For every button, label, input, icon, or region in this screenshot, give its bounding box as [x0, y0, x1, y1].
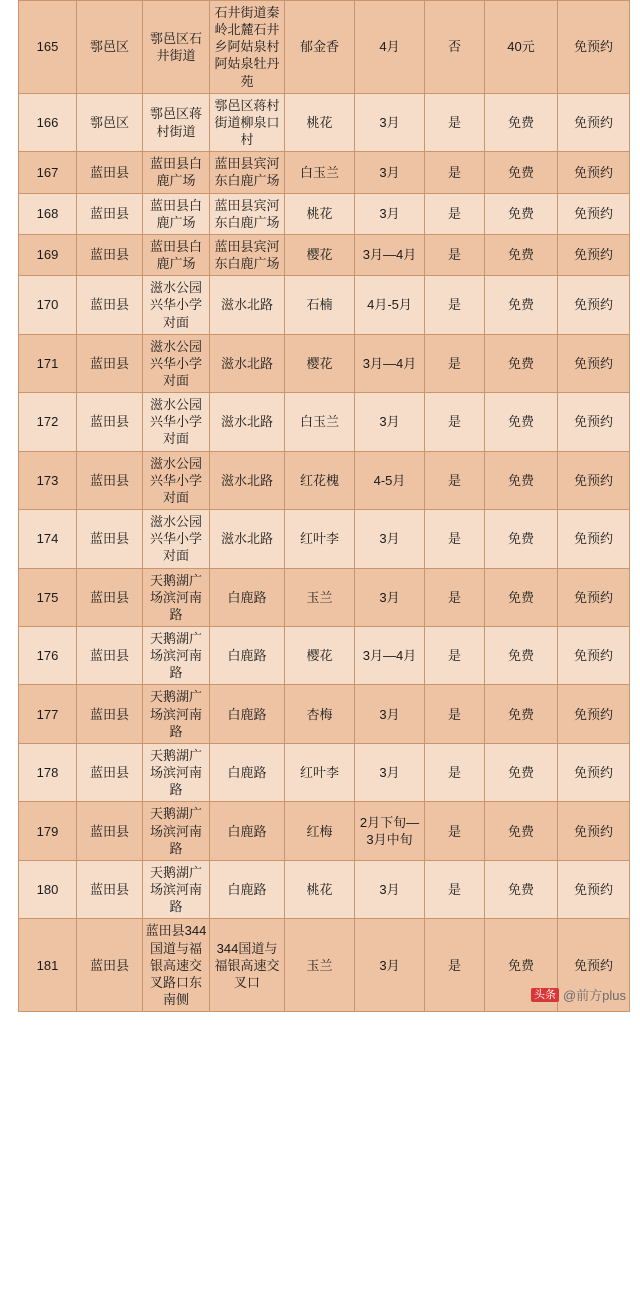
- cell-place: 滋水公园兴华小学对面: [143, 276, 210, 334]
- table-row: [19, 802, 630, 860]
- cell-flower: 桃花: [285, 93, 355, 151]
- cell-flower: 白玉兰: [285, 152, 355, 193]
- table-body: [19, 1, 630, 1012]
- cell-season: 4-5月: [355, 451, 425, 509]
- cell-price: 免费: [485, 93, 558, 151]
- cell-reserve: 免预约: [558, 276, 630, 334]
- cell-free: 是: [425, 152, 485, 193]
- cell-free: 是: [425, 334, 485, 392]
- cell-flower: 郁金香: [285, 1, 355, 94]
- cell-reserve: 免预约: [558, 743, 630, 801]
- cell-index: 175: [19, 568, 77, 626]
- table-row: [19, 568, 630, 626]
- cell-address: 滋水北路: [210, 276, 285, 334]
- cell-place: 天鹅湖广场滨河南路: [143, 568, 210, 626]
- cell-address: 滋水北路: [210, 393, 285, 451]
- cell-season: 3月: [355, 685, 425, 743]
- cell-price: 免费: [485, 393, 558, 451]
- cell-place: 滋水公园兴华小学对面: [143, 451, 210, 509]
- cell-price: 免费: [485, 627, 558, 685]
- cell-index: 178: [19, 743, 77, 801]
- cell-price: 免费: [485, 919, 558, 1012]
- cell-price: 免费: [485, 451, 558, 509]
- cell-index: 167: [19, 152, 77, 193]
- cell-index: 171: [19, 334, 77, 392]
- cell-address: 白鹿路: [210, 743, 285, 801]
- cell-reserve: 免预约: [558, 568, 630, 626]
- cell-free: 是: [425, 193, 485, 234]
- table-row: [19, 276, 630, 334]
- cell-place: 滋水公园兴华小学对面: [143, 393, 210, 451]
- cell-address: 蓝田县宾河东白鹿广场: [210, 234, 285, 275]
- cell-reserve: 免预约: [558, 93, 630, 151]
- cell-free: 是: [425, 234, 485, 275]
- cell-index: 177: [19, 685, 77, 743]
- cell-season: 3月—4月: [355, 234, 425, 275]
- table-row: [19, 510, 630, 568]
- cell-season: 2月下旬—3月中旬: [355, 802, 425, 860]
- cell-district: 蓝田县: [77, 919, 143, 1012]
- cell-price: 免费: [485, 234, 558, 275]
- cell-district: 蓝田县: [77, 627, 143, 685]
- cell-free: 否: [425, 1, 485, 94]
- cell-flower: 红叶李: [285, 510, 355, 568]
- cell-place: 蓝田县白鹿广场: [143, 193, 210, 234]
- cell-index: 170: [19, 276, 77, 334]
- cell-season: 3月: [355, 860, 425, 918]
- cell-address: 白鹿路: [210, 685, 285, 743]
- table-row: [19, 393, 630, 451]
- cell-price: 免费: [485, 334, 558, 392]
- cell-address: 蓝田县宾河东白鹿广场: [210, 152, 285, 193]
- cell-reserve: 免预约: [558, 919, 630, 1012]
- cell-address: 白鹿路: [210, 568, 285, 626]
- cell-address: 白鹿路: [210, 802, 285, 860]
- cell-place: 天鹅湖广场滨河南路: [143, 627, 210, 685]
- toutiao-badge-icon: 头条: [531, 988, 559, 1002]
- cell-index: 169: [19, 234, 77, 275]
- cell-reserve: 免预约: [558, 627, 630, 685]
- cell-flower: 玉兰: [285, 568, 355, 626]
- cell-flower: 樱花: [285, 234, 355, 275]
- cell-flower: 桃花: [285, 860, 355, 918]
- cell-address: 滋水北路: [210, 334, 285, 392]
- cell-season: 4月: [355, 1, 425, 94]
- cell-district: 蓝田县: [77, 510, 143, 568]
- cell-address: 石井街道秦岭北麓石井乡阿姑泉村阿姑泉牡丹苑: [210, 1, 285, 94]
- cell-district: 蓝田县: [77, 802, 143, 860]
- cell-address: 白鹿路: [210, 860, 285, 918]
- cell-index: 176: [19, 627, 77, 685]
- cell-place: 蓝田县344国道与福银高速交叉路口东南侧: [143, 919, 210, 1012]
- cell-district: 蓝田县: [77, 234, 143, 275]
- cell-season: 3月: [355, 193, 425, 234]
- cell-reserve: 免预约: [558, 860, 630, 918]
- cell-reserve: 免预约: [558, 451, 630, 509]
- table-row: [19, 685, 630, 743]
- cell-price: 免费: [485, 860, 558, 918]
- cell-index: 173: [19, 451, 77, 509]
- cell-free: 是: [425, 451, 485, 509]
- cell-district: 蓝田县: [77, 685, 143, 743]
- cell-district: 蓝田县: [77, 152, 143, 193]
- cell-district: 蓝田县: [77, 568, 143, 626]
- cell-free: 是: [425, 919, 485, 1012]
- table-row: [19, 860, 630, 918]
- cell-place: 蓝田县白鹿广场: [143, 152, 210, 193]
- cell-flower: 石楠: [285, 276, 355, 334]
- cell-reserve: 免预约: [558, 234, 630, 275]
- cell-price: 免费: [485, 276, 558, 334]
- cell-index: 179: [19, 802, 77, 860]
- flower-viewing-table: [18, 0, 630, 1012]
- cell-place: 鄠邑区石井街道: [143, 1, 210, 94]
- watermark-text: @前方plus: [562, 988, 626, 1004]
- cell-flower: 玉兰: [285, 919, 355, 1012]
- cell-address: 蓝田县宾河东白鹿广场: [210, 193, 285, 234]
- cell-address: 344国道与福银高速交叉口: [210, 919, 285, 1012]
- watermark: [531, 985, 626, 1004]
- cell-flower: 白玉兰: [285, 393, 355, 451]
- cell-price: 免费: [485, 685, 558, 743]
- cell-season: 4月-5月: [355, 276, 425, 334]
- table-row: [19, 743, 630, 801]
- cell-free: 是: [425, 743, 485, 801]
- cell-district: 蓝田县: [77, 451, 143, 509]
- cell-price: 免费: [485, 568, 558, 626]
- cell-free: 是: [425, 393, 485, 451]
- cell-place: 天鹅湖广场滨河南路: [143, 860, 210, 918]
- cell-index: 172: [19, 393, 77, 451]
- cell-season: 3月: [355, 568, 425, 626]
- cell-index: 166: [19, 93, 77, 151]
- table-row: [19, 1, 630, 94]
- cell-free: 是: [425, 860, 485, 918]
- table-row: [19, 627, 630, 685]
- cell-index: 165: [19, 1, 77, 94]
- cell-season: 3月: [355, 152, 425, 193]
- cell-free: 是: [425, 802, 485, 860]
- cell-season: 3月: [355, 510, 425, 568]
- cell-free: 是: [425, 568, 485, 626]
- cell-place: 鄠邑区蒋村街道: [143, 93, 210, 151]
- cell-district: 鄠邑区: [77, 1, 143, 94]
- cell-free: 是: [425, 627, 485, 685]
- cell-district: 鄠邑区: [77, 93, 143, 151]
- cell-season: 3月: [355, 93, 425, 151]
- cell-season: 3月—4月: [355, 627, 425, 685]
- cell-flower: 红花槐: [285, 451, 355, 509]
- cell-price: 免费: [485, 510, 558, 568]
- cell-address: 鄠邑区蒋村街道柳泉口村: [210, 93, 285, 151]
- cell-reserve: 免预约: [558, 1, 630, 94]
- table-row: [19, 451, 630, 509]
- cell-flower: 樱花: [285, 334, 355, 392]
- cell-price: 免费: [485, 802, 558, 860]
- cell-address: 滋水北路: [210, 510, 285, 568]
- cell-flower: 红叶李: [285, 743, 355, 801]
- table-row: [19, 234, 630, 275]
- cell-place: 天鹅湖广场滨河南路: [143, 802, 210, 860]
- cell-place: 滋水公园兴华小学对面: [143, 510, 210, 568]
- cell-address: 滋水北路: [210, 451, 285, 509]
- cell-reserve: 免预约: [558, 510, 630, 568]
- cell-district: 蓝田县: [77, 193, 143, 234]
- table-row: [19, 334, 630, 392]
- cell-season: 3月: [355, 919, 425, 1012]
- table-row: [19, 93, 630, 151]
- cell-flower: 红梅: [285, 802, 355, 860]
- cell-price: 40元: [485, 1, 558, 94]
- cell-place: 天鹅湖广场滨河南路: [143, 743, 210, 801]
- cell-flower: 杏梅: [285, 685, 355, 743]
- table-row: [19, 152, 630, 193]
- cell-place: 蓝田县白鹿广场: [143, 234, 210, 275]
- cell-reserve: 免预约: [558, 334, 630, 392]
- cell-free: 是: [425, 93, 485, 151]
- cell-reserve: 免预约: [558, 152, 630, 193]
- cell-index: 174: [19, 510, 77, 568]
- cell-district: 蓝田县: [77, 860, 143, 918]
- cell-district: 蓝田县: [77, 743, 143, 801]
- cell-index: 181: [19, 919, 77, 1012]
- cell-reserve: 免预约: [558, 685, 630, 743]
- cell-place: 滋水公园兴华小学对面: [143, 334, 210, 392]
- cell-season: 3月: [355, 393, 425, 451]
- cell-place: 天鹅湖广场滨河南路: [143, 685, 210, 743]
- cell-free: 是: [425, 276, 485, 334]
- cell-price: 免费: [485, 193, 558, 234]
- cell-price: 免费: [485, 743, 558, 801]
- cell-season: 3月: [355, 743, 425, 801]
- cell-reserve: 免预约: [558, 393, 630, 451]
- cell-address: 白鹿路: [210, 627, 285, 685]
- cell-free: 是: [425, 510, 485, 568]
- cell-season: 3月—4月: [355, 334, 425, 392]
- cell-flower: 樱花: [285, 627, 355, 685]
- cell-reserve: 免预约: [558, 193, 630, 234]
- cell-district: 蓝田县: [77, 393, 143, 451]
- cell-district: 蓝田县: [77, 334, 143, 392]
- table-row: [19, 193, 630, 234]
- cell-index: 168: [19, 193, 77, 234]
- cell-price: 免费: [485, 152, 558, 193]
- cell-free: 是: [425, 685, 485, 743]
- cell-reserve: 免预约: [558, 802, 630, 860]
- cell-flower: 桃花: [285, 193, 355, 234]
- cell-district: 蓝田县: [77, 276, 143, 334]
- cell-index: 180: [19, 860, 77, 918]
